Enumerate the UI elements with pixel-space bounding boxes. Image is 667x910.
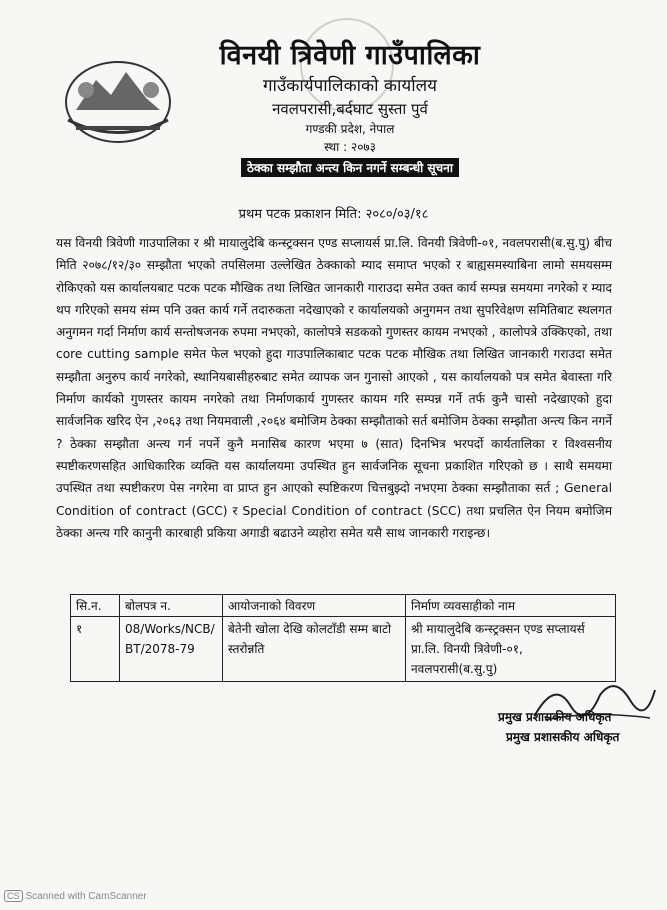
camscanner-watermark [4, 890, 147, 902]
table-header-row [71, 595, 616, 617]
office-address: नवलपरासी,बर्दघाट सुस्ता पुर्व [272, 100, 428, 118]
cell-sn: १ [71, 617, 120, 682]
header-contractor: निर्माण व्यवसाहीको नाम [406, 595, 616, 617]
header-tender-no: बोलपत्र न. [120, 595, 223, 617]
publication-date: प्रथम पटक प्रकाशन मिति: २०८०/०३/१८ [238, 207, 429, 222]
province: गण्डकी प्रदेश, नेपाल [305, 122, 395, 136]
municipality-title: विनयी त्रिवेणी गाउँपालिका [219, 40, 481, 71]
header-sn: सि.न. [71, 595, 120, 617]
nepal-emblem-icon [56, 50, 180, 150]
camscanner-icon: CS [4, 890, 23, 902]
cell-contractor: श्री मायालुदेबि कन्स्ट्रक्सन एण्ड सप्लायर्स प्रा.लि. विनयी त्रिवेणी-०१, नवलपरासी(ब.सु.पु) [406, 617, 616, 682]
signatory-title-1: प्रमुख प्रशासकीय अधिकृत [498, 710, 612, 724]
cell-project: बेतेनी खोला देखि कोलटाँडी सम्म बाटो स्तरोन्नति [223, 617, 406, 682]
letterhead [180, 38, 520, 177]
established: स्था : २०७३ [324, 140, 376, 154]
cell-tender-no: 08/Works/NCB/ BT/2078-79 [120, 617, 223, 682]
notice-body: यस विनयी त्रिवेणी गाउपालिका र श्री मायालुदेबि कन्स्ट्रक्सन एण्ड सप्लायर्स प्रा.लि. विनयी त्रिवेणी-०१, नवलपरासी(ब.सु.पु) बीच मिति २०७८/१२/३० सम्झौता भएको तपसिलमा उल्लेखित ठेक्काको म्याद समाप्त भएको र बाह्यसमस्याबिना लामो समयसम्म रोकिएको यस कार्यालयबाट पटक पटक मौखिक तथा लिखित जानकारी गाराउदा समेत उक्त कार्य सम्पन्न समयमा नगरेको र म्याद थप गरिएको समय संम्म पनि उक्त कार्य गर्ने तदारुकता नदेखाएको र कार्यालयको अनुगमन तथा सुपरिवेक्षण समितिबाट स्थलगत अनुगमन गर्दा निर्माण कार्य सन्तोषजनक रुपमा नभएको, कालोपत्रे सडकको गुणस्तर कायम नभएको , कालोपत्रे उक्किएको, तथा core cutting sample समेत फेल भएको हुदा गाउपालिकाबाट पटक पटक मौखिक तथा लिखित जानकारी गराउदा समेत सम्झौता अनुरुप कार्य नगरेको, स्थानियबासीहरुबाट समेत व्यापक जन गुनासो आएको , यस कार्यालयको पत्र समेत बेवास्ता गरि निर्माण कार्यको गुणस्तर कायम नगरेको तथा निर्माणकार्य गुणस्तर कायम गरि सम्पन्न गर्ने तर्फ कुनै चासो नदेखाएको हुदा सार्वजनिक खरिद ऐन ,२०६३ तथा नियमवाली ,२०६४ बमोजिम ठेक्का सम्झौताको सर्त बमोजिम ठेक्का सम्झौता अन्त्य किन नगर्ने ? ठेक्का सम्झौता अन्त्य गर्न नपर्ने कुनै मनासिब कारण भएमा ७ (सात) दिनभित्र भरपर्दो कार्यतालिका र विश्वसनीय स्पष्टीकरणसहित आधिकारिक व्यक्ति यस कार्यालयमा उपस्थित हुन सार्वजनिक सूचना प्रकाशित गरिएको छ । साथै समयमा उपस्थित तथा स्पष्टीकरण पेस नगरेमा वा प्राप्त हुन आएको स्पष्टिकरण चित्तबुझ्दो नभएमा ठेक्का सम्झौताका सर्त ; General Condition of contract (GCC) र Special Condition of contract (SCC) तथा प्रचलित ऐन नियम बमोजिम ठेक्का अन्त्य गरि कानुनी कारबाही प्रकिया अगाडी बढाउने व्यहोरा समेत यसै साथ जानकारी गराइन्छ। [56, 236, 612, 540]
notice-title: ठेक्का सम्झौता अन्त्य किन नगर्ने सम्बन्धी सूचना [241, 158, 459, 177]
office-name: गाउँकार्यपालिकाको कार्यालय [262, 76, 438, 96]
header-project: आयोजनाको विवरण [223, 595, 406, 617]
watermark-text: Scanned with CamScanner [25, 891, 147, 902]
signatory-title-2: प्रमुख प्रशासकीय अधिकृत [506, 730, 620, 744]
contract-table [70, 594, 616, 682]
